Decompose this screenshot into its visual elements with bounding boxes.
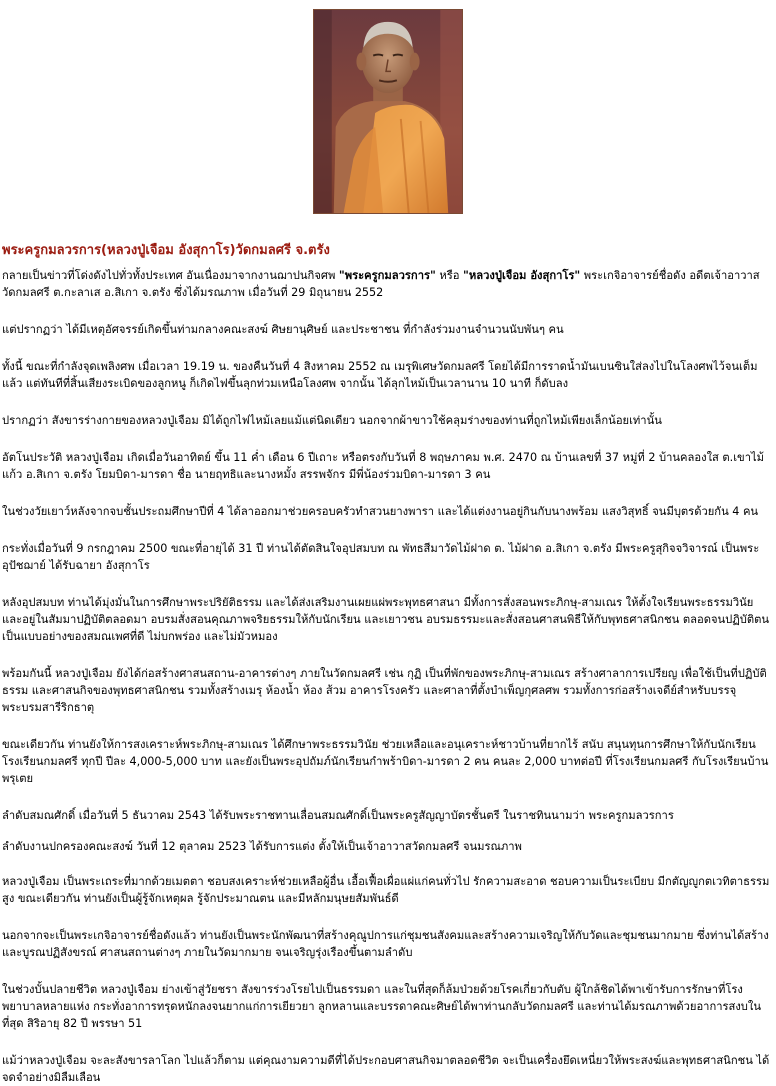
monk-portrait-photo — [313, 9, 463, 214]
paragraph-dharma-study: หลังอุปสมบท ท่านได้มุ่งมั่นในการศึกษาพระปริยัติธรรม และได้ส่งเสริมงานเผยแผ่พระพุทธศาสนา มีทั้งการสั่งสอนพระภิกษุ-สามเณร ให้ตั้งใจเรียนพระธรรมวินัย และอยู่ในสัมมาปฏิบัติตลอดมา อบรมสั่งสอนคุณภาพจริยธรรมให้กับนักเรียน และเยาวชน อบรมธรรมะและสั่งสอนศาสนพิธีให้กับพุทธศาสนิกชน ตลอดจนปฏิบัติตนเป็นแบบอย่างของสมณเพศที่ดี ไม่บกพร่อง และไม่มัวหมอง — [2, 596, 770, 643]
intro-bold-title: "พระครูกมลวรการ" — [338, 269, 436, 282]
paragraph-final-years: ในช่วงบั้นปลายชีวิต หลวงปู่เจือม ย่างเข้าสู่วัยชรา สังขารร่วงโรยไปเป็นธรรมดา และในที่สุดก็ล้มป่วยด้วยโรคเกี่ยวกับตับ ผู้ใกล้ชิดได้พาเข้ารับการรักษาที่โรงพยาบาลหลายแห่ง กระทั่งอาการทรุดหนักลงจนยากแก่การเยียวยา ลูกหลานและบรรดาคณะศิษย์ได้พาท่านกลับวัดกมลศรี และท่านได้มรณภาพด้วยอาการสงบในที่สุด สิริอายุ 82 ปี พรรษา 51 — [2, 983, 762, 1030]
paragraph-legacy: แม้ว่าหลวงปู่เจือม จะละสังขารลาโลก ไปแล้วก็ตาม แต่คุณงามความดีที่ได้ประกอบศาสนกิจมาตลอดชีวิต จะเป็นเครื่องยึดเหนี่ยวให้พระสงฆ์และพุทธศาสนิกชน ได้จดจำอย่างมิลืมเลือน — [2, 1054, 770, 1084]
paragraph-character: หลวงปู่เจือม เป็นพระเถระที่มากด้วยเมตตา ชอบสงเคราะห์ช่วยเหลือผู้อื่น เอื้อเฟื้อเผื่อแผ่แก่คนทั่วไป รักความสะอาด ชอบความเป็นระเบียบ มีกตัญญูกตเวทิตาธรรมสูง ขณะเดียวกัน ท่านยังเป็นผู้รู้จักเหตุผล รู้จักประมาณตน และมีหลักมนุษยสัมพันธ์ดี — [2, 875, 770, 905]
paragraph-ordination: กระทั่งเมื่อวันที่ 9 กรกฎาคม 2500 ขณะที่อายุได้ 31 ปี ท่านได้ตัดสินใจอุปสมบท ณ พัทธสีมาวัดไม้ฝาด ต. ไม้ฝาด อ.สิเกา จ.ตรัง มีพระครูสุกิจจวิจารณ์ เป็นพระอุปัชฌาย์ ได้รับฉายา อังสุกาโร — [2, 542, 760, 572]
paragraph-cremation: ทั้งนี้ ขณะที่กำลังจุดเพลิงศพ เมื่อเวลา 19.19 น. ของคืนวันที่ 4 สิงหาคม 2552 ณ เมรุพิเศษวัดกมลศรี โดยได้มีการราดน้ำมันเบนซินใส่ลงไปในโลงศพไว้จนเต็มแล้ว แต่ทันทีที่สิ้นเสียงระเบิดของลูกหนู ก็เกิดไฟขึ้นลุกท่วมเหนือโลงศพ จากนั้น ได้ลุกไหม้เป็นเวลานาน 10 นาที ก็ดับลง — [2, 360, 758, 390]
paragraph-body-unburnt: ปรากฏว่า สังขารร่างกายของหลวงปู่เจือม มิได้ถูกไฟไหม้เลยแม้แต่นิดเดียว นอกจากผ้าขาวใช้คลุมร่างของท่านที่ถูกไหม้เพียงเล็กน้อยเท่านั้น — [2, 414, 662, 427]
intro-text-2: หรือ — [435, 269, 464, 282]
paragraph-developer: นอกจากจะเป็นพระเกจิอาจารย์ชื่อดังแล้ว ท่านยังเป็นพระนักพัฒนาที่สร้างคุณูปการแก่ชุมชนสังคมและสร้างความเจริญให้กับวัดและชุมชนมากมาย ซึ่งท่านได้สร้างและบูรณปฏิสังขรณ์ ศาสนสถานต่างๆ ภายในวัดมากมาย จนเจริญรุ่งเรืองขึ้นตามลำดับ — [2, 929, 769, 959]
monk-portrait-image — [314, 10, 462, 213]
article-title: พระครูกมลวรการ(หลวงปู่เจือม อังสุกาโร)วัดกมลศรี จ.ตรัง — [2, 243, 330, 258]
paragraph-biography: อัตโนประวัติ หลวงปู่เจือม เกิดเมื่อวันอาทิตย์ ขึ้น 11 ค่ำ เดือน 6 ปีเถาะ หรือตรงกับวันที่ 8 พฤษภาคม พ.ศ. 2470 ณ บ้านเลขที่ 37 หมู่ที่ 2 บ้านคลองใส ต.เขาไม้แก้ว อ.สิเกา จ.ตรัง โยมบิดา-มารดา ชื่อ นายฤทธิและนางหมั้ง สรรพจักร มีพี่น้องร่วมบิดา-มารดา 3 คน — [2, 451, 764, 481]
paragraph-construction: พร้อมกันนี้ หลวงปู่เจือม ยังได้ก่อสร้างศาสนสถาน-อาคารต่างๆ ภายในวัดกมลศรี เช่น กุฏิ เป็นที่พักของพระภิกษุ-สามเณร สร้างศาลาการเปรียญ เพื่อใช้เป็นที่ปฏิบัติธรรม และศาสนกิจของพุทธศาสนิกชน รวมทั้งสร้างเมรุ ห้องน้ำ ห้อง ส้วม อาคารโรงครัว และศาลาที่ตั้งบำเพ็ญกุศลศพ รวมทั้งการก่อสร้างเจดีย์สำหรับบรรจุพระบรมสารีริกธาตุ — [2, 667, 767, 714]
paragraph-support: ขณะเดียวกัน ท่านยังให้การสงเคราะห์พระภิกษุ-สามเณร ได้ศึกษาพระธรรมวินัย ช่วยเหลือและอนุเคราะห์ชาวบ้านที่ยากไร้ สนับ สนุนทุนการศึกษาให้กับนักเรียนโรงเรียนกมลศรี ทุกปี ปีละ 4,000-5,000 บาท และยังเป็นพระอุปถัมภ์นักเรียนกำพร้าบิดา-มารดา 2 คน คนละ 2,000 บาทต่อปี ที่โรงเรียนกมลศรี กับโรงเรียนบ้านพรุเตย — [2, 738, 769, 785]
paragraph-abbot: ลำดับงานปกครองคณะสงฆ์ วันที่ 12 ตุลาคม 2523 ได้รับการแต่ง ตั้งให้เป็นเจ้าอาวาสวัดกมลศรี จนมรณภาพ — [2, 840, 522, 853]
article-body — [2, 267, 772, 1086]
paragraph-rank: ลำดับสมณศักดิ์ เมื่อวันที่ 5 ธันวาคม 2543 ได้รับพระราชทานเลื่อนสมณศักดิ์เป็นพระครูสัญญาบัตรชั้นตรี ในราชทินนามว่า พระครูกมลวรการ — [2, 809, 674, 822]
paragraph-miracle: แต่ปรากฏว่า ได้มีเหตุอัศจรรย์เกิดขึ้นท่ามกลางคณะสงฆ์ ศิษยานุศิษย์ และประชาชน ที่กำลังร่วมงานจำนวนนับพันๆ คน — [2, 323, 564, 336]
intro-bold-name: "หลวงปู่เจือม อังสุกาโร" — [463, 269, 581, 282]
paragraph-youth: ในช่วงวัยเยาว์หลังจากจบชั้นประถมศึกษาปีที่ 4 ได้ลาออกมาช่วยครอบครัวทำสวนยางพารา และได้แต่งงานอยู่กินกับนางพร้อม แสงวิสุทธิ์ จนมีบุตรด้วยกัน 4 คน — [2, 505, 759, 518]
paragraph-intro — [2, 267, 772, 301]
intro-text-3: พระเกจิอาจารย์ชื่อดัง อดีตเจ้าอาวาสวัดกมลศรี ต.กะลาเส อ.สิเกา จ.ตรัง ซึ่งได้มรณภาพ เมื่อวันที่ 29 มิถุนายน 2552 — [2, 269, 760, 299]
intro-text-1: กลายเป็นข่าวที่โด่งดังไปทั่วทั้งประเทศ อันเนื่องมาจากงานฌาปนกิจศพ — [2, 269, 339, 282]
